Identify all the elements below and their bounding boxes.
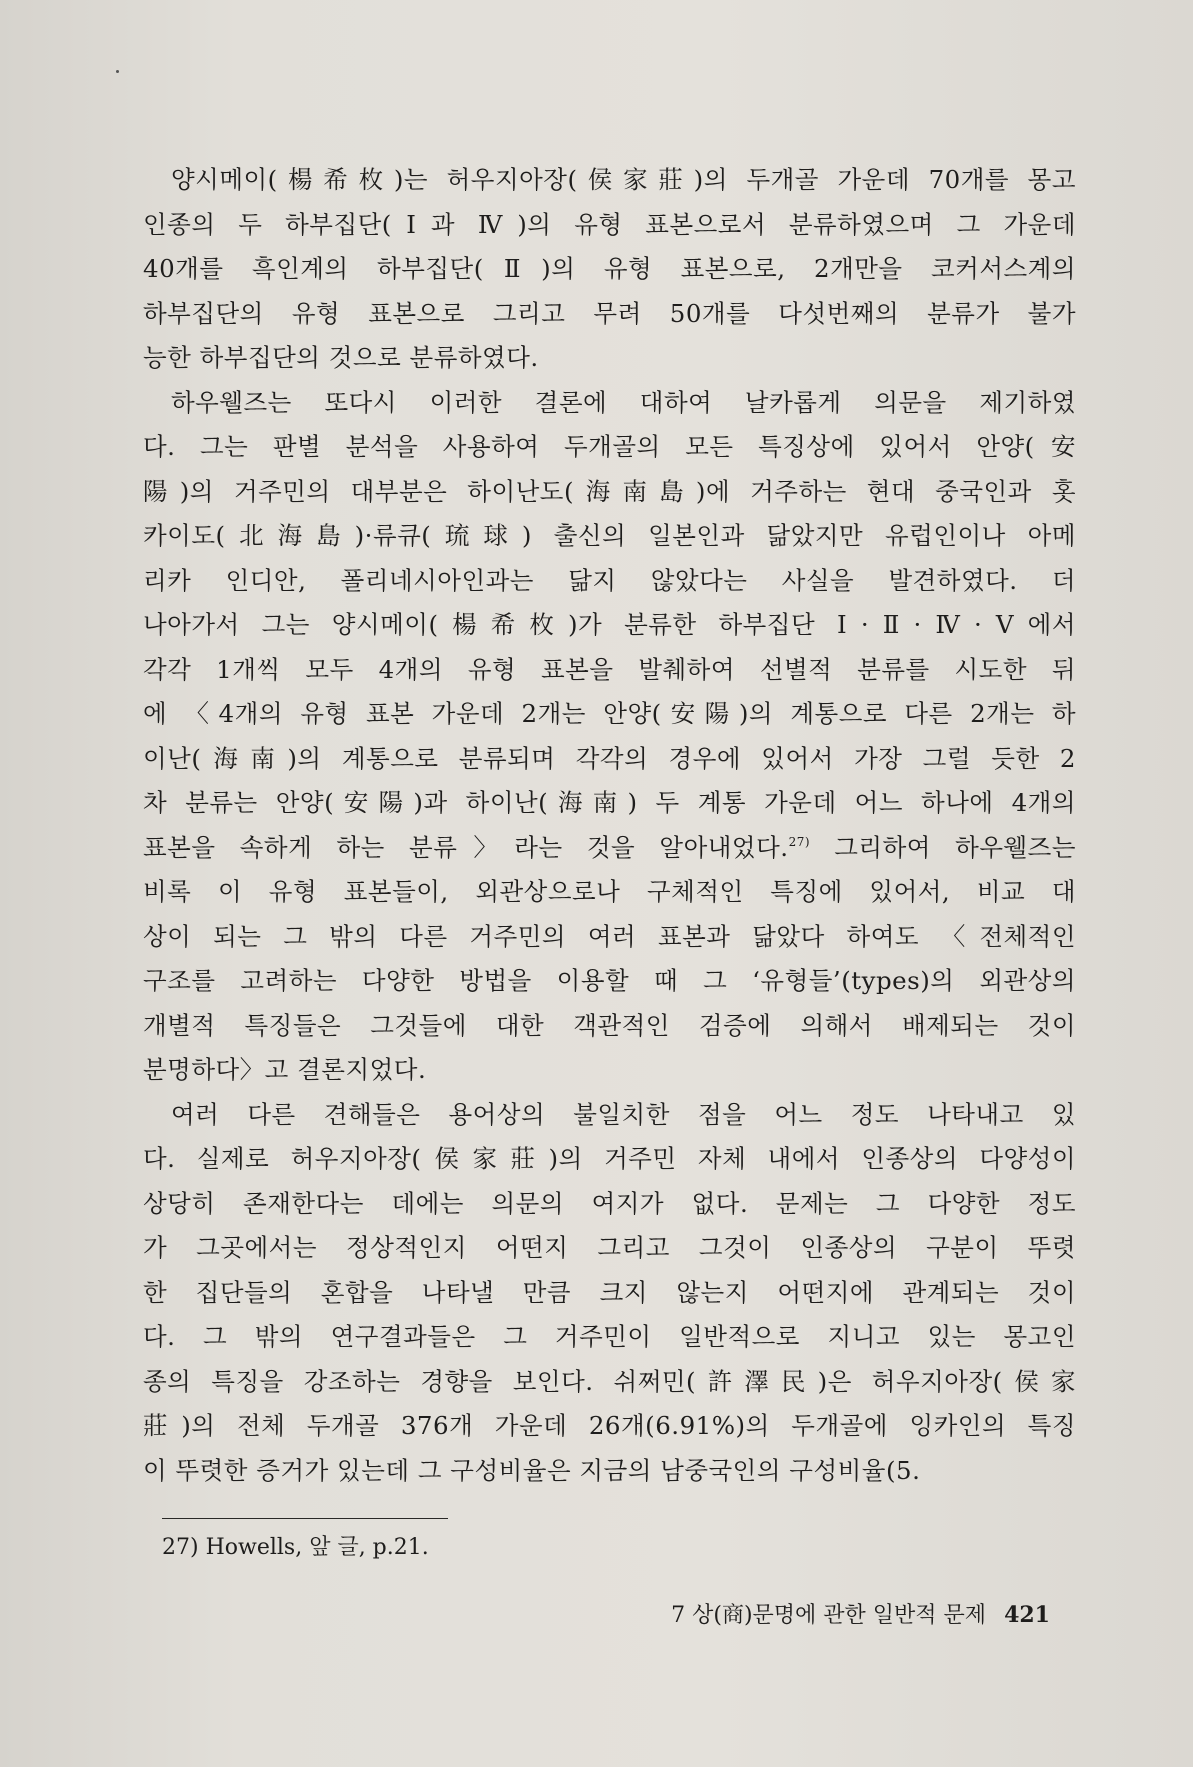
text-line: 카이도(北海島)·류큐(琉球) 출신의 일본인과 닮았지만 유럽인이나 아메 (143, 521, 1076, 550)
text-line: 이 뚜렷한 증거가 있는데 그 구성비율은 지금의 남중국인의 구성비율(5. (143, 1455, 921, 1485)
text-line: 이난(海南)의 계통으로 분류되며 각각의 경우에 있어서 가장 그럴 듯한 2 (143, 743, 1076, 773)
text-line: 다. 그 밖의 연구결과들은 그 거주민이 일반적으로 지니고 있는 몽고인 (143, 1322, 1076, 1351)
text-line: 莊)의 전체 두개골 376개 가운데 26개(6.91%)의 두개골에 잉카인의 특징 (143, 1411, 1076, 1440)
text-line: 종의 특징을 강조하는 경향을 보인다. 쉬쩌민(許澤民)은 허우지아장(侯家 (143, 1366, 1076, 1396)
text-line: 에 〈4개의 유형 표본 가운데 2개는 안양(安陽)의 계통으로 다른 2개는 하 (143, 699, 1076, 728)
dust-speck (116, 70, 119, 73)
text-line: 능한 하부집단의 것으로 분류하였다. (143, 343, 539, 372)
running-title: 7 상(商)문명에 관한 일반적 문제 (671, 1603, 987, 1628)
text-line: 리카 인디안, 폴리네시아인과는 닮지 않았다는 사실을 발견하였다. 더 (143, 565, 1076, 595)
text-segment: 그리하여 하우웰즈는 (810, 832, 1076, 862)
text-line (143, 826, 1076, 871)
text-line: 다. 그는 판별 분석을 사용하여 두개골의 모든 특징상에 있어서 안양(安 (143, 432, 1076, 461)
text-line: 각각 1개씩 모두 4개의 유형 표본을 발췌하여 선별적 분류를 시도한 뒤 (143, 654, 1076, 684)
text-line: 한 집단들의 혼합을 나타낼 만큼 크지 않는지 어떤지에 관계되는 것이 (143, 1277, 1076, 1307)
text-line: 개별적 특징들은 그것들에 대한 객관적인 검증에 의해서 배제되는 것이 (143, 1010, 1076, 1040)
page-number: 421 (1004, 1602, 1050, 1628)
footnote-divider (162, 1518, 448, 1519)
text-line: 구조를 고려하는 다양한 방법을 이용할 때 그 ‘유형들’(types)의 외관상의 (143, 966, 1076, 995)
text-line: 인종의 두 하부집단(Ⅰ과 Ⅳ)의 유형 표본으로서 분류하였으며 그 가운데 (143, 209, 1076, 239)
text-line: 가 그곳에서는 정상적인지 어떤지 그리고 그것이 인종상의 구분이 뚜렷 (143, 1233, 1076, 1262)
body-text (143, 158, 1076, 1493)
text-line: 陽)의 거주민의 대부분은 하이난도(海南島)에 거주하는 현대 중국인과 홋 (143, 476, 1076, 506)
text-line: 나아가서 그는 양시메이(楊希枚)가 분류한 하부집단 Ⅰ·Ⅱ·Ⅳ·Ⅴ에서 (143, 610, 1076, 639)
text-line: 상당히 존재한다는 데에는 의문의 여지가 없다. 문제는 그 다양한 정도 (143, 1188, 1076, 1218)
text-line: 하우웰즈는 또다시 이러한 결론에 대하여 날카롭게 의문을 제기하였 (171, 387, 1076, 417)
text-line: 분명하다〉고 결론지었다. (143, 1055, 427, 1084)
text-line: 다. 실제로 허우지아장(侯家莊)의 거주민 자체 내에서 인종상의 다양성이 (143, 1144, 1076, 1173)
text-line: 하부집단의 유형 표본으로 그리고 무려 50개를 다섯번째의 분류가 불가 (143, 298, 1076, 328)
text-segment: 표본을 속하게 하는 분류〉라는 것을 알아내었다. (143, 832, 789, 862)
text-line: 40개를 흑인계의 하부집단(Ⅱ)의 유형 표본으로, 2개만을 코커서스계의 (143, 254, 1076, 283)
text-line: 상이 되는 그 밖의 다른 거주민의 여러 표본과 닮았다 하여도 〈전체적인 (143, 921, 1076, 951)
text-line: 여러 다른 견해들은 용어상의 불일치한 점을 어느 정도 나타내고 있 (171, 1099, 1076, 1129)
footnote-ref: 27) (788, 834, 811, 849)
footnote: 27) Howells, 앞 글, p.21. (162, 1535, 429, 1560)
text-line: 차 분류는 안양(安陽)과 하이난(海南) 두 계통 가운데 어느 하나에 4개의 (143, 788, 1076, 817)
text-line: 비록 이 유형 표본들이, 외관상으로나 구체적인 특징에 있어서, 비교 대 (143, 877, 1076, 906)
text-line: 양시메이(楊希枚)는 허우지아장(侯家莊)의 두개골 가운데 70개를 몽고 (171, 165, 1076, 194)
page-footer (671, 1598, 1050, 1633)
